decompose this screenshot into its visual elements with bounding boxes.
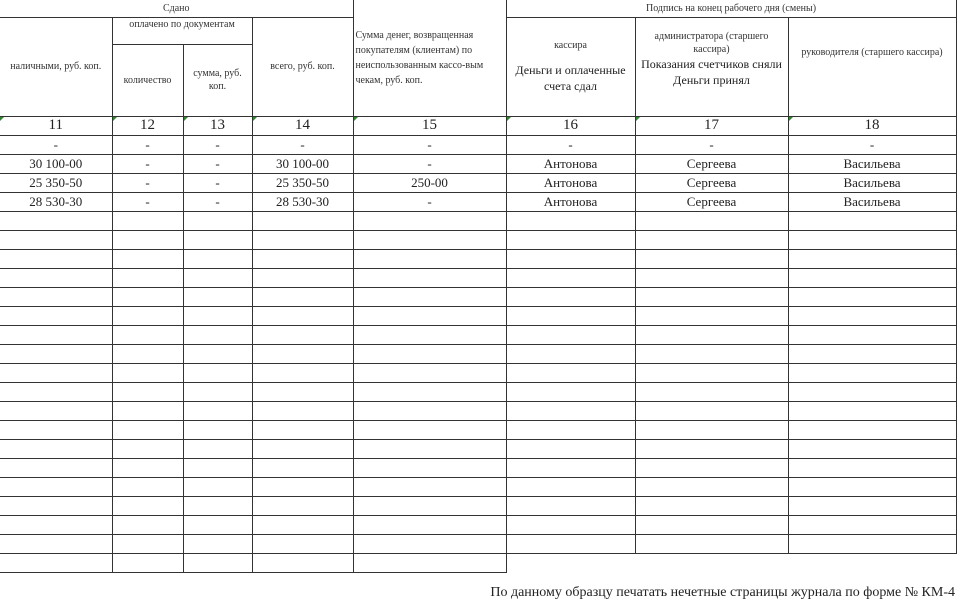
empty-cell[interactable] [112, 515, 183, 534]
empty-cell[interactable] [183, 515, 252, 534]
table-cell[interactable]: - [112, 173, 183, 192]
empty-cell[interactable] [635, 401, 788, 420]
column-number: 14 [252, 116, 353, 135]
empty-cell[interactable] [506, 344, 635, 363]
empty-row [0, 306, 956, 325]
table-cell[interactable]: - [112, 192, 183, 211]
empty-cell[interactable] [183, 496, 252, 515]
empty-cell[interactable] [635, 477, 788, 496]
empty-cell[interactable] [183, 344, 252, 363]
empty-cell[interactable] [0, 553, 112, 572]
empty-cell[interactable] [788, 211, 956, 230]
table-cell[interactable]: Сергеева [635, 154, 788, 173]
empty-cell[interactable] [506, 382, 635, 401]
empty-cell[interactable] [635, 306, 788, 325]
empty-cell[interactable] [353, 268, 506, 287]
empty-cell[interactable] [353, 344, 506, 363]
empty-cell[interactable] [788, 363, 956, 382]
empty-cell[interactable] [183, 230, 252, 249]
table-cell[interactable]: 25 350-50 [252, 173, 353, 192]
empty-row [0, 401, 956, 420]
table-cell[interactable]: Сергеева [635, 173, 788, 192]
table-cell[interactable]: Антонова [506, 192, 635, 211]
header-oplacheno: оплачено по документам [112, 17, 252, 44]
empty-cell[interactable] [353, 211, 506, 230]
table-cell[interactable]: 250-00 [353, 173, 506, 192]
empty-cell[interactable] [112, 211, 183, 230]
empty-row [0, 534, 956, 553]
empty-cell[interactable] [0, 211, 112, 230]
empty-cell[interactable] [112, 477, 183, 496]
empty-cell[interactable] [252, 458, 353, 477]
kassira-note: Деньги и оплаченные счета сдал [515, 63, 626, 93]
table-cell[interactable]: Васильева [788, 154, 956, 173]
empty-cell[interactable] [252, 249, 353, 268]
empty-cell[interactable] [0, 268, 112, 287]
empty-cell[interactable] [112, 306, 183, 325]
empty-cell[interactable] [353, 382, 506, 401]
empty-cell[interactable] [252, 553, 353, 572]
empty-row [0, 439, 956, 458]
empty-cell[interactable] [635, 515, 788, 534]
column-number: 18 [788, 116, 956, 135]
empty-cell[interactable] [788, 515, 956, 534]
header-kolichestvo: количество [112, 44, 183, 116]
empty-cell[interactable] [353, 496, 506, 515]
empty-cell[interactable] [0, 363, 112, 382]
empty-cell[interactable] [252, 420, 353, 439]
empty-cell[interactable] [353, 230, 506, 249]
empty-cell[interactable] [183, 553, 252, 572]
empty-cell[interactable] [0, 230, 112, 249]
empty-row [0, 344, 956, 363]
empty-cell[interactable] [353, 401, 506, 420]
empty-cell[interactable] [252, 363, 353, 382]
empty-cell[interactable] [112, 249, 183, 268]
table-cell[interactable]: 30 100-00 [0, 154, 112, 173]
empty-cell[interactable] [506, 477, 635, 496]
empty-cell[interactable] [506, 306, 635, 325]
empty-cell[interactable] [506, 363, 635, 382]
empty-cell[interactable] [635, 363, 788, 382]
table-cell[interactable]: - [252, 135, 353, 154]
table-cell[interactable]: Антонова [506, 173, 635, 192]
empty-row [0, 268, 956, 287]
header-sdano: Сдано [0, 0, 353, 17]
empty-cell[interactable] [183, 401, 252, 420]
empty-cell[interactable] [183, 420, 252, 439]
header-vsego: всего, руб. коп. [252, 17, 353, 116]
empty-cell[interactable] [788, 496, 956, 515]
empty-cell[interactable] [183, 534, 252, 553]
table-cell[interactable]: - [353, 154, 506, 173]
empty-cell[interactable] [112, 363, 183, 382]
empty-cell[interactable] [252, 382, 353, 401]
empty-cell[interactable] [183, 249, 252, 268]
admin-label: администратора (старшего кассира) [654, 30, 769, 55]
empty-cell[interactable] [788, 344, 956, 363]
table-cell[interactable]: - [112, 135, 183, 154]
empty-cell[interactable] [112, 534, 183, 553]
empty-cell[interactable] [788, 249, 956, 268]
table-cell[interactable]: Сергеева [635, 192, 788, 211]
empty-cell[interactable] [506, 249, 635, 268]
empty-cell[interactable] [112, 458, 183, 477]
table-cell[interactable]: Васильева [788, 173, 956, 192]
empty-cell[interactable] [788, 458, 956, 477]
empty-cell[interactable] [183, 382, 252, 401]
empty-cell[interactable] [0, 382, 112, 401]
empty-cell[interactable] [112, 553, 183, 572]
empty-cell[interactable] [353, 249, 506, 268]
table-row [0, 154, 956, 173]
empty-cell[interactable] [353, 515, 506, 534]
empty-cell[interactable] [112, 496, 183, 515]
empty-cell[interactable] [788, 382, 956, 401]
empty-row [0, 515, 956, 534]
header-vozvrat: Сумма денег, возвращенная покупателям (клиентам) по неиспользованным кассо-вым чекам, руб. коп. [353, 0, 506, 116]
empty-cell[interactable] [788, 268, 956, 287]
empty-cell[interactable] [788, 420, 956, 439]
empty-cell[interactable] [353, 477, 506, 496]
empty-cell[interactable] [635, 325, 788, 344]
empty-row [0, 458, 956, 477]
table-cell[interactable]: 25 350-50 [0, 173, 112, 192]
empty-cell[interactable] [252, 325, 353, 344]
table-cell[interactable]: - [183, 192, 252, 211]
empty-cell[interactable] [252, 268, 353, 287]
empty-cell[interactable] [252, 496, 353, 515]
table-cell[interactable]: Антонова [506, 154, 635, 173]
empty-cell[interactable] [112, 230, 183, 249]
header-kassira [506, 17, 635, 116]
empty-cell[interactable] [0, 344, 112, 363]
empty-cell[interactable] [0, 515, 112, 534]
empty-cell[interactable] [635, 420, 788, 439]
empty-cell[interactable] [788, 534, 956, 553]
empty-cell[interactable] [788, 325, 956, 344]
blank-area [506, 553, 635, 572]
empty-cell[interactable] [506, 458, 635, 477]
empty-cell[interactable] [183, 268, 252, 287]
empty-row [0, 249, 956, 268]
empty-cell[interactable] [0, 401, 112, 420]
admin-note-1: Показания счетчиков сняли [641, 56, 782, 71]
empty-cell[interactable] [252, 287, 353, 306]
table-cell[interactable]: 28 530-30 [0, 192, 112, 211]
empty-cell[interactable] [635, 496, 788, 515]
empty-cell[interactable] [635, 249, 788, 268]
header-nalichnymi: наличными, руб. коп. [0, 17, 112, 116]
empty-cell[interactable] [788, 287, 956, 306]
empty-cell[interactable] [506, 496, 635, 515]
empty-cell[interactable] [635, 534, 788, 553]
empty-cell[interactable] [788, 306, 956, 325]
empty-row [0, 420, 956, 439]
empty-cell[interactable] [0, 477, 112, 496]
empty-cell[interactable] [252, 515, 353, 534]
empty-cell[interactable] [506, 534, 635, 553]
empty-cell[interactable] [252, 211, 353, 230]
empty-cell[interactable] [506, 268, 635, 287]
empty-cell[interactable] [112, 268, 183, 287]
empty-cell[interactable] [788, 230, 956, 249]
empty-cell[interactable] [183, 306, 252, 325]
empty-cell[interactable] [183, 211, 252, 230]
header-summa: сумма, руб. коп. [183, 44, 252, 116]
empty-cell[interactable] [506, 230, 635, 249]
empty-cell[interactable] [252, 230, 353, 249]
empty-cell[interactable] [183, 439, 252, 458]
empty-cell[interactable] [353, 325, 506, 344]
empty-cell[interactable] [353, 287, 506, 306]
empty-cell[interactable] [183, 477, 252, 496]
empty-row [0, 496, 956, 515]
column-number: 13 [183, 116, 252, 135]
empty-cell[interactable] [353, 420, 506, 439]
table-cell[interactable]: - [788, 135, 956, 154]
column-number-row [0, 116, 956, 135]
table-cell[interactable]: 28 530-30 [252, 192, 353, 211]
empty-cell[interactable] [635, 382, 788, 401]
header-podpis: Подпись на конец рабочего дня (смены) [506, 0, 956, 17]
empty-row [0, 477, 956, 496]
empty-cell[interactable] [112, 325, 183, 344]
table-cell[interactable]: - [353, 135, 506, 154]
empty-cell[interactable] [635, 439, 788, 458]
table-cell[interactable]: - [112, 154, 183, 173]
empty-cell[interactable] [353, 306, 506, 325]
empty-cell[interactable] [506, 325, 635, 344]
empty-cell[interactable] [353, 363, 506, 382]
empty-cell[interactable] [252, 306, 353, 325]
empty-cell[interactable] [112, 420, 183, 439]
empty-cell[interactable] [0, 458, 112, 477]
blank-area [635, 553, 788, 572]
empty-row [0, 211, 956, 230]
empty-row [0, 382, 956, 401]
empty-cell[interactable] [506, 420, 635, 439]
table-cell[interactable]: - [353, 192, 506, 211]
empty-cell[interactable] [635, 230, 788, 249]
empty-row [0, 553, 956, 572]
column-number: 15 [353, 116, 506, 135]
empty-cell[interactable] [506, 287, 635, 306]
empty-cell[interactable] [506, 515, 635, 534]
empty-cell[interactable] [353, 458, 506, 477]
table-cell[interactable]: 30 100-00 [252, 154, 353, 173]
empty-row [0, 287, 956, 306]
empty-cell[interactable] [0, 306, 112, 325]
table-cell[interactable]: - [183, 135, 252, 154]
empty-cell[interactable] [183, 458, 252, 477]
table-row [0, 173, 956, 192]
empty-cell[interactable] [353, 553, 506, 572]
table-cell[interactable]: - [183, 154, 252, 173]
table-row [0, 192, 956, 211]
empty-cell[interactable] [183, 363, 252, 382]
admin-note-2: Деньги принял [673, 72, 750, 87]
empty-cell[interactable] [0, 439, 112, 458]
empty-row [0, 325, 956, 344]
table-row [0, 135, 956, 154]
empty-cell[interactable] [635, 268, 788, 287]
empty-cell[interactable] [252, 477, 353, 496]
empty-cell[interactable] [0, 420, 112, 439]
empty-cell[interactable] [112, 401, 183, 420]
empty-cell[interactable] [112, 439, 183, 458]
kassira-label: кассира [554, 40, 587, 51]
empty-cell[interactable] [788, 401, 956, 420]
empty-cell[interactable] [252, 534, 353, 553]
table-cell[interactable]: - [0, 135, 112, 154]
empty-cell[interactable] [506, 401, 635, 420]
table-cell[interactable]: Васильева [788, 192, 956, 211]
footer-note: По данному образцу печатать нечетные страницы журнала по форме № КМ-4 [490, 585, 955, 600]
empty-row [0, 363, 956, 382]
empty-cell[interactable] [0, 249, 112, 268]
empty-cell[interactable] [506, 439, 635, 458]
empty-cell[interactable] [0, 287, 112, 306]
column-number: 11 [0, 116, 112, 135]
empty-cell[interactable] [0, 496, 112, 515]
empty-cell[interactable] [183, 325, 252, 344]
empty-cell[interactable] [252, 439, 353, 458]
empty-cell[interactable] [353, 534, 506, 553]
header-admin [635, 17, 788, 116]
empty-cell[interactable] [788, 477, 956, 496]
empty-cell[interactable] [112, 287, 183, 306]
table-cell[interactable]: - [183, 173, 252, 192]
empty-cell[interactable] [0, 534, 112, 553]
empty-row [0, 230, 956, 249]
empty-cell[interactable] [252, 344, 353, 363]
table-cell[interactable]: - [635, 135, 788, 154]
column-number: 17 [635, 116, 788, 135]
empty-cell[interactable] [506, 211, 635, 230]
empty-cell[interactable] [112, 344, 183, 363]
empty-cell[interactable] [112, 382, 183, 401]
empty-cell[interactable] [0, 325, 112, 344]
empty-cell[interactable] [635, 211, 788, 230]
header-rukovod: руководителя (старшего кассира) [788, 17, 956, 116]
empty-cell[interactable] [252, 401, 353, 420]
table-cell[interactable]: - [506, 135, 635, 154]
column-number: 12 [112, 116, 183, 135]
empty-cell[interactable] [353, 439, 506, 458]
column-number: 16 [506, 116, 635, 135]
empty-cell[interactable] [635, 344, 788, 363]
blank-area [788, 553, 956, 572]
empty-cell[interactable] [635, 458, 788, 477]
empty-cell[interactable] [635, 287, 788, 306]
empty-cell[interactable] [183, 287, 252, 306]
empty-cell[interactable] [788, 439, 956, 458]
